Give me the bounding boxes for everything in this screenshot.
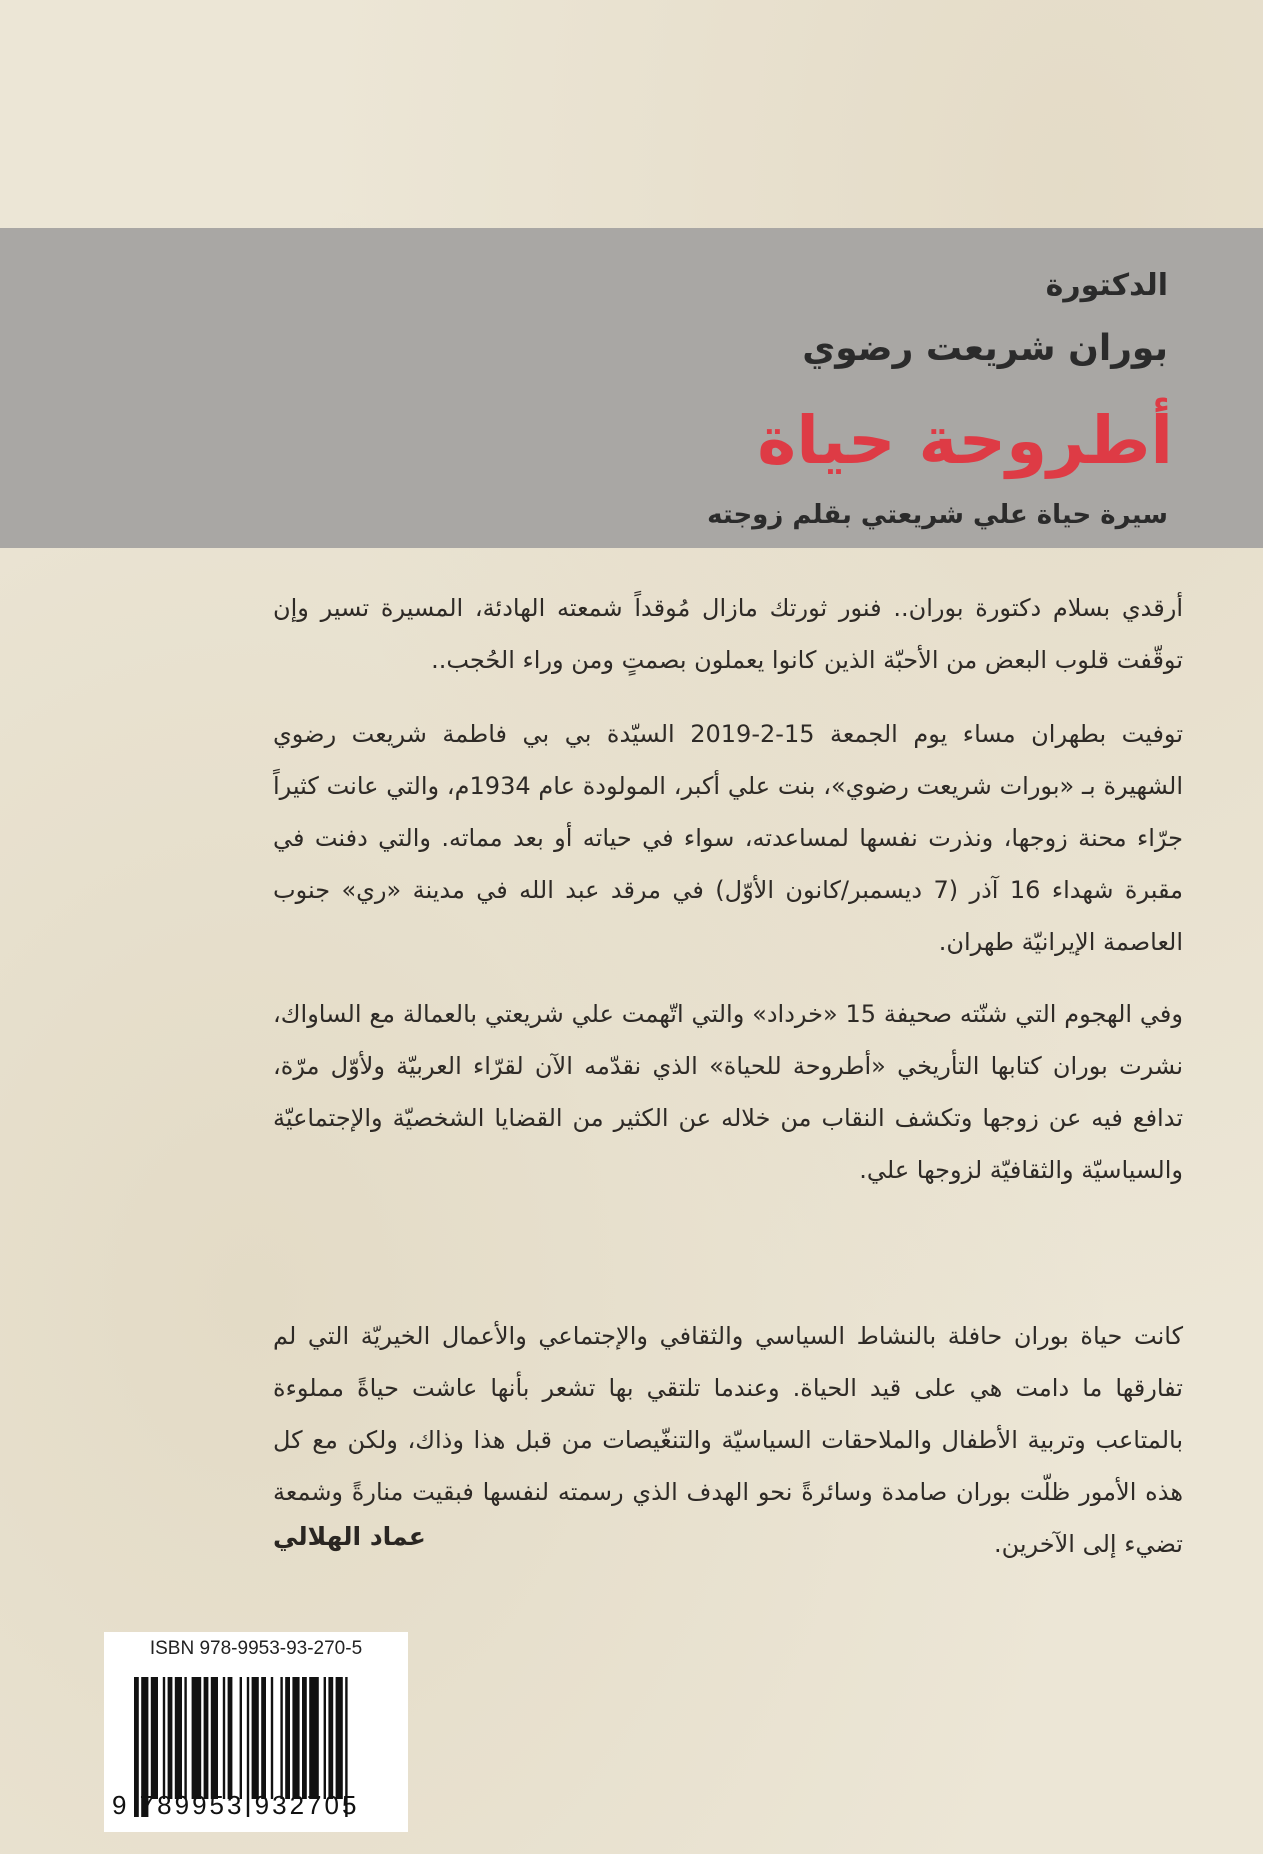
signature: عماد الهلالي (273, 1522, 426, 1551)
barcode-bar (292, 1677, 299, 1799)
barcode-bar (252, 1677, 259, 1799)
barcode-bar (309, 1677, 319, 1799)
barcode-bar (302, 1677, 307, 1799)
barcode-bar (261, 1677, 266, 1799)
barcode-bar (228, 1677, 233, 1799)
barcode-digits: 9 789953 932705 (112, 1790, 360, 1820)
blurb-paragraph-2: توفيت بطهران مساء يوم الجمعة 15-2-2019 السيّدة بي بي فاطمة شريعت رضوي الشهيرة بـ «بورات شريعت رضوي»، بنت علي أكبر، المولودة عام 1934م، والتي عانت كثيراً جرّاء محنة زوجها، ونذرت نفسها لمساعدته، سواء في حياته أو بعد مماته. والتي دفنت في مقبرة شهداء 16 آذر (7 ديسمبر/كانون الأوّل) في مرقد عبد الله في مدينة «ري» جنوب العاصمة الإيرانيّة طهران. (273, 720, 1184, 956)
barcode-bar (240, 1677, 242, 1799)
barcode-bar (324, 1677, 326, 1799)
barcode-bar (280, 1677, 282, 1799)
author-name: بوران شريعت رضوي (802, 328, 1168, 369)
barcode-bar (336, 1677, 343, 1799)
barcode-bar (184, 1677, 186, 1799)
isbn-text: ISBN 978-9953-93-270-5 (149, 1638, 363, 1659)
book-title: أطروحة حياة (757, 402, 1173, 479)
author-title-label: الدكتورة (1045, 268, 1168, 303)
blurb-paragraph-4: كانت حياة بوران حافلة بالنشاط السياسي والثقافي والإجتماعي والأعمال الخيريّة التي لم تفارقها ما دامت هي على قيد الحياة. وعندما تلتقي بها تشعر بأنها عاشت حياةً مملوءة بالمتاعب وتربية الأطفال والملاحقات السياسيّة والتنغّيصات من قبل هذا وذاك، ولكن مع كل هذه الأمور ظلّت بوران صامدة وسائرةً نحو الهدف الذي رسمته لنفسها فبقيت منارةً وشمعة تضيء إلى الآخرين. (273, 1322, 1183, 1558)
barcode-bar (204, 1677, 209, 1799)
barcode-bar (211, 1677, 218, 1799)
blurb-paragraph-3: وفي الهجوم التي شنّته صحيفة 15 «خرداد» والتي اتّهمت علي شريعتي بالعمالة مع الساواك، نشرت بوران كتابها التأريخي «أطروحة للحياة» الذي نقدّمه الآن لقرّاء العربيّة ولأوّل مرّة، تدافع فيه عن زوجها وتكشف النقاب من خلاله عن الكثير من القضايا الشخصيّة والإجتماعيّة والسياسيّة والثقافيّة لزوجها علي. (273, 1000, 1183, 1184)
blurb-paragraph-1: أرقدي بسلام دكتورة بوران.. فنور ثورتك مازال مُوقداً شمعته الهادئة، المسيرة تسير وإن توقّفت قلوب البعض من الأحبّة الذين كانوا يعملون بصمتٍ ومن وراء الحُجب.. (273, 594, 1183, 674)
barcode-bar (168, 1677, 173, 1799)
barcode-bar (328, 1677, 333, 1799)
barcode-bar (163, 1677, 165, 1799)
barcode-bar (223, 1677, 225, 1799)
barcode-bar (285, 1677, 290, 1799)
barcode-bar (175, 1677, 182, 1799)
barcode-bar (271, 1677, 273, 1799)
book-subtitle: سيرة حياة علي شريعتي بقلم زوجته (707, 500, 1168, 530)
isbn-barcode (104, 1632, 408, 1832)
barcode-bar (192, 1677, 202, 1799)
barcode-bar (151, 1677, 158, 1799)
